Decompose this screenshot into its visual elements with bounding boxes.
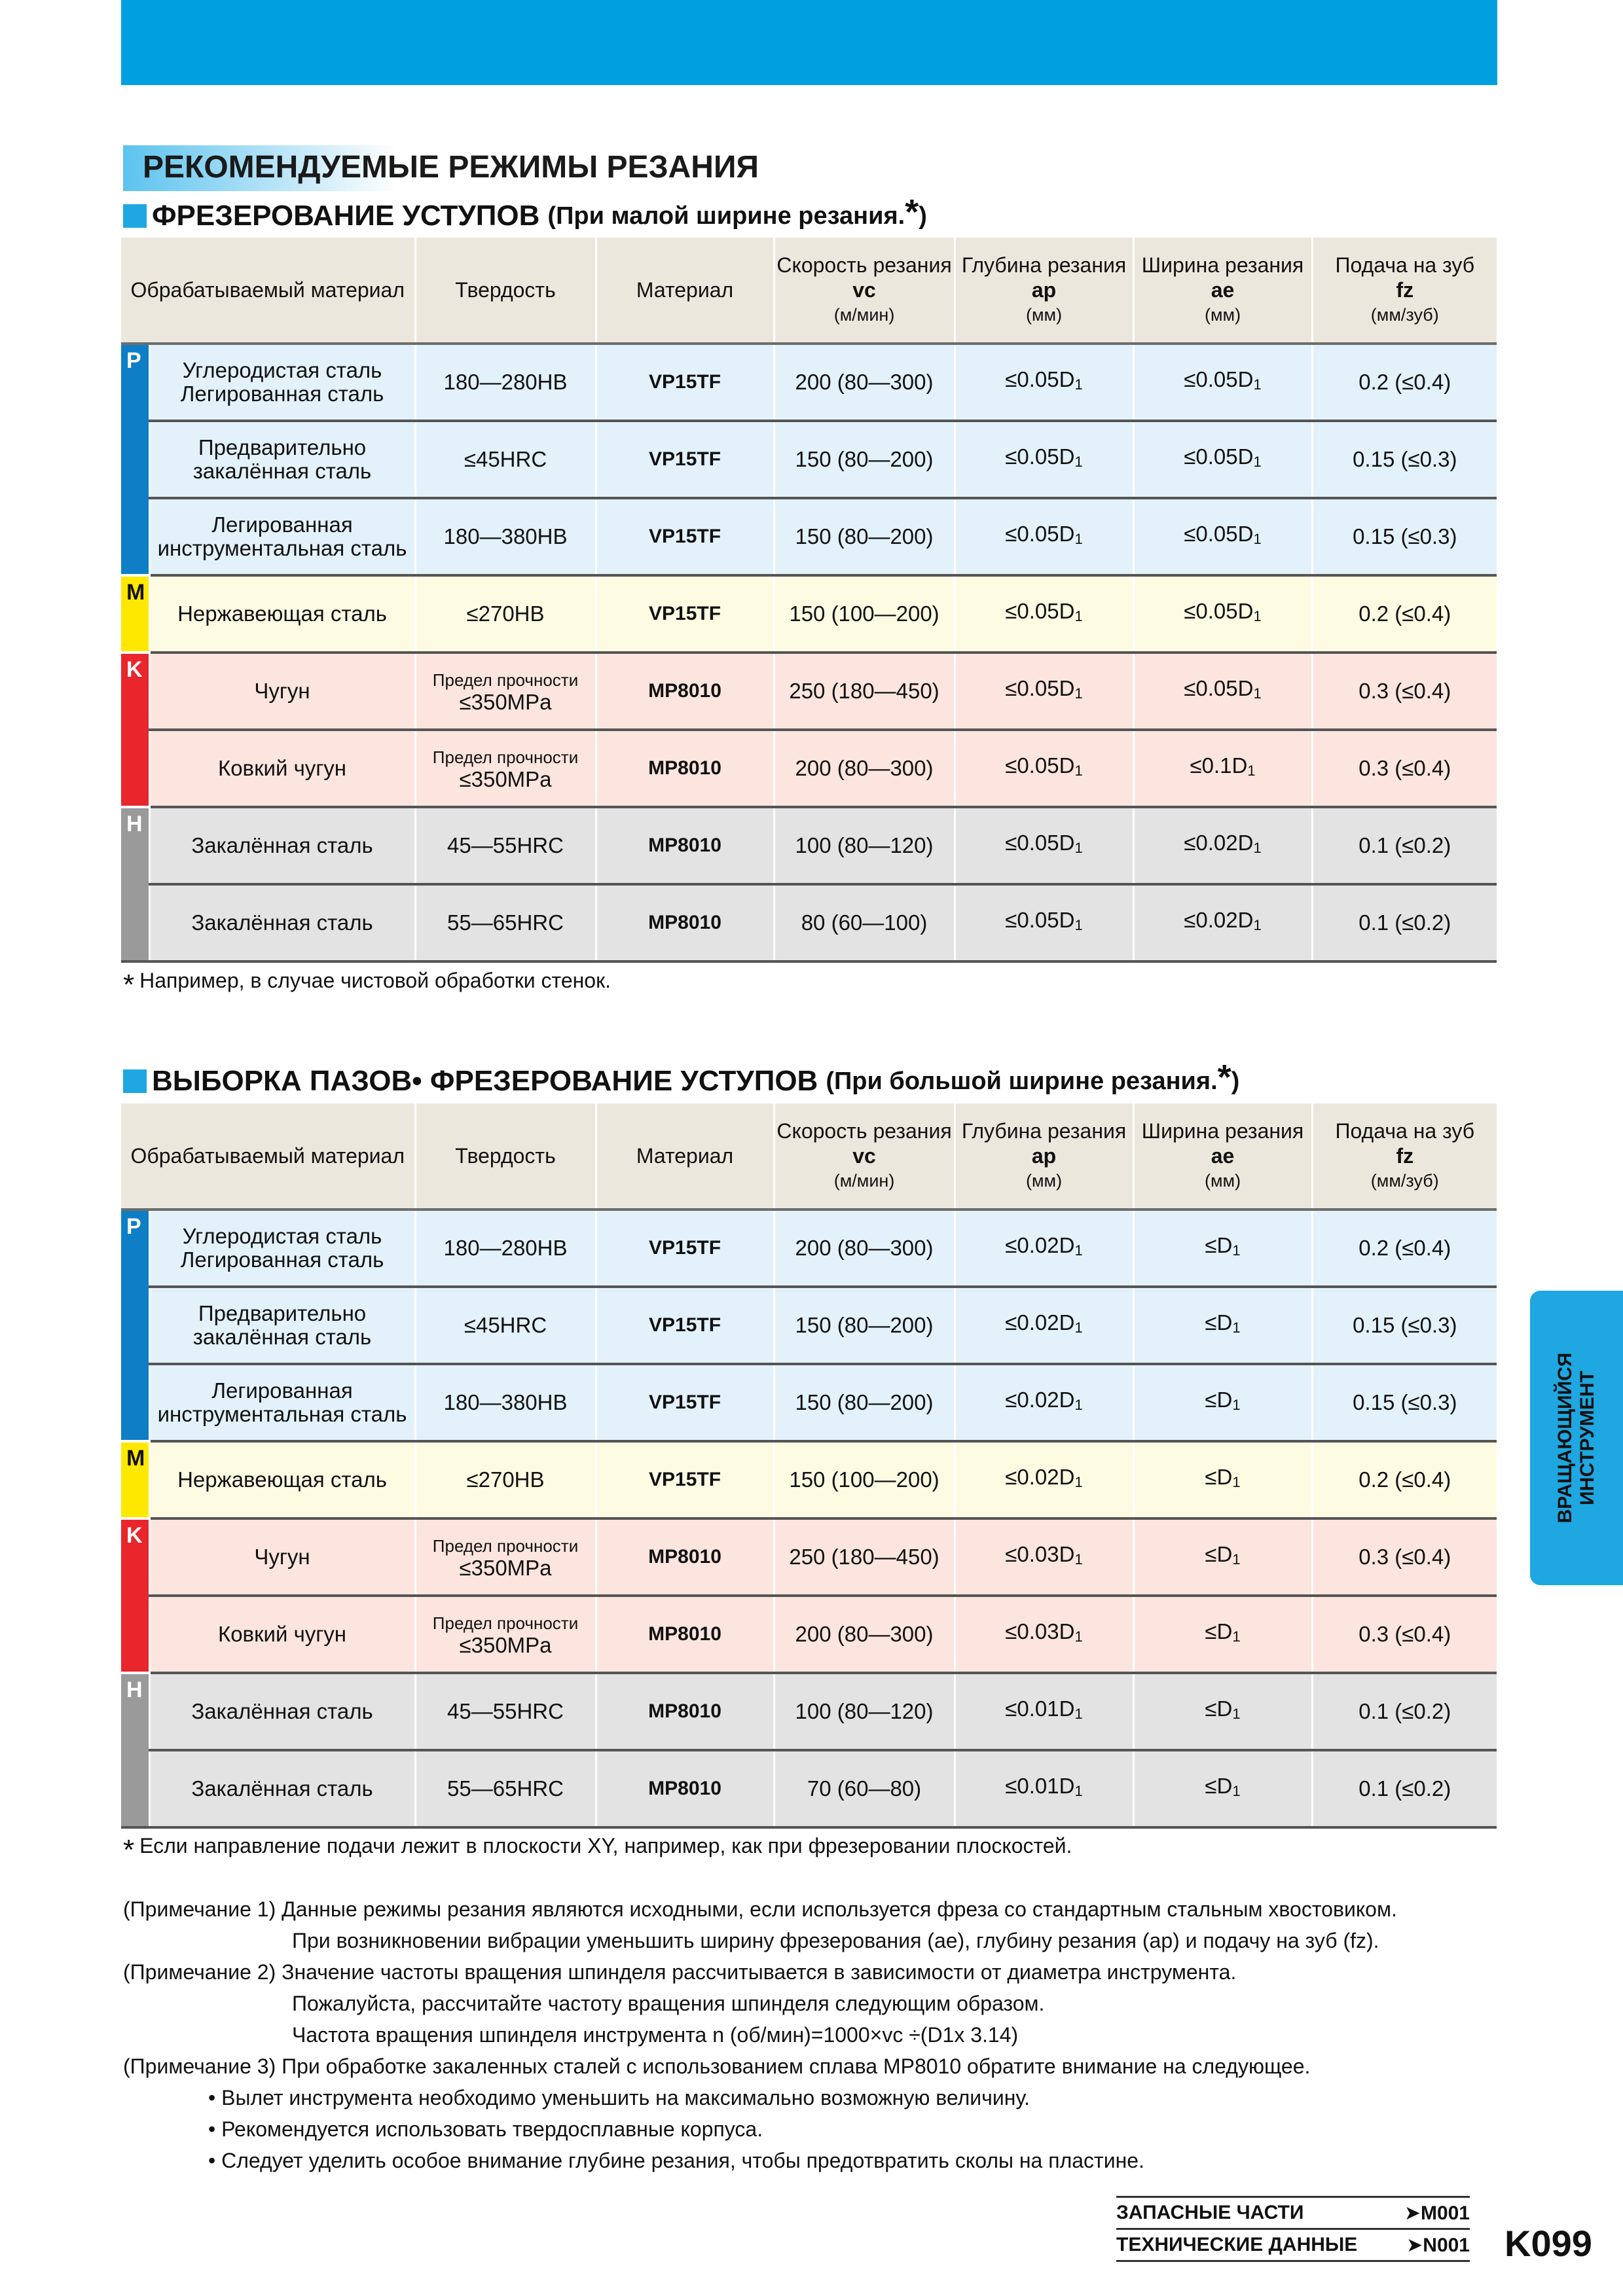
cell-fz: 0.1 (≤0.2) [1312, 884, 1497, 961]
cell-vc: 150 (80—200) [774, 1287, 955, 1364]
cell-hardness: 180—280HB [415, 1210, 596, 1287]
cell-ae: $\le D_1$ [1133, 1750, 1312, 1827]
cell-fz: 0.2 (≤0.4) [1312, 1210, 1497, 1287]
cell-vc: 200 (80—300) [774, 730, 955, 807]
cell-vc: 250 (180—450) [774, 1518, 955, 1596]
section2-title-text: ВЫБОРКА ПАЗОВ• ФРЕЗЕРОВАНИЕ УСТУПОВ [152, 1065, 818, 1097]
cell-vc: 70 (60—80) [774, 1750, 955, 1827]
cell-material: Предварительно закалённая сталь [149, 1287, 415, 1364]
cell-ap: $\le 0.03D_1$ [955, 1518, 1133, 1596]
cell-fz: 0.3 (≤0.4) [1312, 1596, 1497, 1673]
cell-vc: 150 (80—200) [774, 498, 955, 575]
cell-ap: $\le 0.02D_1$ [955, 1210, 1133, 1287]
cell-material: Закалённая сталь [149, 1750, 415, 1827]
table-row [121, 884, 1497, 961]
col-material-group: Обрабатываемый материал [121, 1103, 415, 1210]
cell-ae: $\le 0.05D_1$ [1133, 344, 1312, 421]
cell-ap: $\le 0.02D_1$ [955, 1364, 1133, 1441]
cell-vc: 80 (60—100) [774, 884, 955, 961]
cell-ap: $\le 0.01D_1$ [955, 1673, 1133, 1750]
section1-subtitle: (При малой ширине резания.*) [547, 192, 927, 232]
group-label-p: P [121, 344, 149, 575]
cell-hardness: 180—380HB [415, 498, 596, 575]
cell-fz: 0.1 (≤0.2) [1312, 1673, 1497, 1750]
note-3-bullet1: • Вылет инструмента необходимо уменьшить на максимально возможную величину. [208, 2086, 1030, 2109]
cell-vc: 150 (100—200) [774, 1441, 955, 1518]
section2-title [123, 1057, 1240, 1098]
cell-vc: 200 (80—300) [774, 1210, 955, 1287]
cell-ae: $\le D_1$ [1133, 1210, 1312, 1287]
top-color-bar [121, 0, 1497, 85]
table-row [121, 421, 1497, 498]
cell-ap: $\le 0.05D_1$ [955, 498, 1133, 575]
cell-ae: $\le 0.05D_1$ [1133, 421, 1312, 498]
group-label-k: K [121, 1518, 149, 1673]
cell-hardness: Предел прочности ≤350MPa [415, 1518, 596, 1596]
ref-technical-data[interactable]: ТЕХНИЧЕСКИЕ ДАННЫЕ ➤N001 [1116, 2228, 1470, 2262]
cell-ae: $\le 0.05D_1$ [1133, 653, 1312, 730]
section1-title-text: ФРЕЗЕРОВАНИЕ УСТУПОВ [152, 200, 540, 232]
cell-ap: $\le 0.01D_1$ [955, 1750, 1133, 1827]
cell-hardness: Предел прочности ≤350MPa [415, 1596, 596, 1673]
cell-material: Закалённая сталь [149, 807, 415, 884]
table-row [121, 1518, 1497, 1596]
cell-hardness: 55—65HRC [415, 884, 596, 961]
cell-material: Легированная инструментальная сталь [149, 498, 415, 575]
side-tab-line1: ВРАЩАЮЩИЙСЯ [1554, 1352, 1576, 1524]
cell-grade: MP8010 [596, 730, 774, 807]
cell-fz: 0.15 (≤0.3) [1312, 1364, 1497, 1441]
cell-vc: 200 (80—300) [774, 1596, 955, 1673]
cell-grade: MP8010 [596, 1673, 774, 1750]
cell-fz: 0.3 (≤0.4) [1312, 1518, 1497, 1596]
table-row [121, 498, 1497, 575]
cell-grade: VP15TF [596, 1364, 774, 1441]
ref-spare-parts[interactable]: ЗАПАСНЫЕ ЧАСТИ ➤M001 [1116, 2196, 1470, 2228]
cell-vc: 150 (80—200) [774, 1364, 955, 1441]
cell-material: Углеродистая сталь Легированная сталь [149, 1210, 415, 1287]
cell-vc: 100 (80—120) [774, 807, 955, 884]
reference-links [1116, 2196, 1470, 2262]
cell-fz: 0.3 (≤0.4) [1312, 653, 1497, 730]
note-2: (Примечание 2) Значение частоты вращения шпинделя рассчитывается в зависимости от диаметра инструмента. [123, 1960, 1237, 1984]
cell-hardness: ≤45HRC [415, 421, 596, 498]
cell-fz: 0.2 (≤0.4) [1312, 344, 1497, 421]
cell-grade: MP8010 [596, 807, 774, 884]
cell-grade: VP15TF [596, 1210, 774, 1287]
cell-fz: 0.15 (≤0.3) [1312, 498, 1497, 575]
cell-fz: 0.15 (≤0.3) [1312, 421, 1497, 498]
cell-material: Закалённая сталь [149, 1673, 415, 1750]
cell-ae: $\le D_1$ [1133, 1364, 1312, 1441]
cell-ae: $\le D_1$ [1133, 1287, 1312, 1364]
section2-footnote: * Если направление подачи лежит в плоскости XY, например, как при фрезеровании плоскостей. [123, 1834, 1072, 1866]
table-row [121, 344, 1497, 421]
table-row [121, 575, 1497, 653]
col-ae: Ширина резания ae (мм) [1133, 1103, 1312, 1210]
cell-grade: MP8010 [596, 1596, 774, 1673]
group-label-h: H [121, 1673, 149, 1827]
col-ae: Ширина резания ae (мм) [1133, 238, 1312, 344]
cell-ae: $\le D_1$ [1133, 1518, 1312, 1596]
cell-ae: $\le D_1$ [1133, 1441, 1312, 1518]
table-row [121, 730, 1497, 807]
col-fz: Подача на зуб fz (мм/зуб) [1312, 238, 1497, 344]
cell-hardness: 45—55HRC [415, 1673, 596, 1750]
cell-ap: $\le 0.05D_1$ [955, 730, 1133, 807]
cell-hardness: Предел прочности ≤350MPa [415, 653, 596, 730]
col-hardness: Твердость [415, 1103, 596, 1210]
cutting-table-1 [121, 238, 1497, 963]
col-hardness: Твердость [415, 238, 596, 344]
section-square-icon [123, 1069, 147, 1093]
cell-hardness: ≤45HRC [415, 1287, 596, 1364]
col-grade: Материал [596, 238, 774, 344]
cell-vc: 250 (180—450) [774, 653, 955, 730]
table-row [121, 1750, 1497, 1827]
group-label-m: M [121, 575, 149, 653]
cell-material: Углеродистая сталь Легированная сталь [149, 344, 415, 421]
cell-ae: $\le 0.05D_1$ [1133, 575, 1312, 653]
group-label-p: P [121, 1210, 149, 1441]
cell-fz: 0.15 (≤0.3) [1312, 1287, 1497, 1364]
cell-material: Чугун [149, 1518, 415, 1596]
cell-material: Нержавеющая сталь [149, 1441, 415, 1518]
page-title-banner [123, 145, 759, 191]
table-row [121, 1673, 1497, 1750]
page-number: K099 [1504, 2223, 1592, 2264]
cell-grade: VP15TF [596, 1441, 774, 1518]
cell-ap: $\le 0.02D_1$ [955, 1287, 1133, 1364]
cell-fz: 0.3 (≤0.4) [1312, 730, 1497, 807]
cell-ap: $\le 0.02D_1$ [955, 1441, 1133, 1518]
cell-ap: $\le 0.03D_1$ [955, 1596, 1133, 1673]
page-title: РЕКОМЕНДУЕМЫЕ РЕЖИМЫ РЕЗАНИЯ [143, 150, 759, 185]
table-row [121, 807, 1497, 884]
cell-ap: $\le 0.05D_1$ [955, 575, 1133, 653]
col-ap: Глубина резания ap (мм) [955, 238, 1133, 344]
note-1: (Примечание 1) Данные режимы резания являются исходными, если используется фреза со стандартным стальным хвостовиком. [123, 1897, 1397, 1921]
cell-ap: $\le 0.05D_1$ [955, 653, 1133, 730]
cell-grade: VP15TF [596, 575, 774, 653]
cell-hardness: Предел прочности ≤350MPa [415, 730, 596, 807]
table-row [121, 1364, 1497, 1441]
col-fz: Подача на зуб fz (мм/зуб) [1312, 1103, 1497, 1210]
table-row [121, 1441, 1497, 1518]
cell-hardness: 55—65HRC [415, 1750, 596, 1827]
group-label-m: M [121, 1441, 149, 1518]
cell-material: Чугун [149, 653, 415, 730]
cell-grade: MP8010 [596, 884, 774, 961]
cell-grade: VP15TF [596, 344, 774, 421]
table-row [121, 1287, 1497, 1364]
section-square-icon [123, 204, 147, 228]
note-1-line2: При возникновении вибрации уменьшить ширину фрезерования (ae), глубину резания (ap) и подачу на зуб (fz). [292, 1929, 1379, 1952]
cell-ap: $\le 0.05D_1$ [955, 421, 1133, 498]
cell-ap: $\le 0.05D_1$ [955, 807, 1133, 884]
section1-footnote: * Например, в случае чистовой обработки стенок. [123, 969, 611, 1001]
cell-material: Нержавеющая сталь [149, 575, 415, 653]
cell-ae: $\le 0.1D_1$ [1133, 730, 1312, 807]
cell-grade: VP15TF [596, 498, 774, 575]
cell-hardness: ≤270HB [415, 1441, 596, 1518]
group-label-k: K [121, 653, 149, 807]
section2-subtitle: (При большой ширине резания.*) [826, 1057, 1240, 1097]
cell-ae: $\le 0.05D_1$ [1133, 498, 1312, 575]
cell-material: Предварительно закалённая сталь [149, 421, 415, 498]
note-3-bullet3: • Следует уделить особое внимание глубине резания, чтобы предотвратить сколы на пластине. [208, 2149, 1144, 2172]
cutting-table-2 [121, 1103, 1497, 1829]
cell-material: Ковкий чугун [149, 730, 415, 807]
cell-vc: 200 (80—300) [774, 344, 955, 421]
table-row [121, 1210, 1497, 1287]
notes-block [123, 1893, 1397, 2176]
cell-fz: 0.1 (≤0.2) [1312, 1750, 1497, 1827]
cell-hardness: 45—55HRC [415, 807, 596, 884]
cell-fz: 0.1 (≤0.2) [1312, 807, 1497, 884]
cell-ae: $\le D_1$ [1133, 1673, 1312, 1750]
cell-vc: 150 (80—200) [774, 421, 955, 498]
cell-grade: VP15TF [596, 421, 774, 498]
cell-vc: 100 (80—120) [774, 1673, 955, 1750]
side-tab-line2: ИНСТРУМЕНТ [1577, 1371, 1598, 1505]
cell-material: Легированная инструментальная сталь [149, 1364, 415, 1441]
group-label-h: H [121, 807, 149, 961]
table-row [121, 1596, 1497, 1673]
cell-ap: $\le 0.05D_1$ [955, 884, 1133, 961]
cell-ae: $\le 0.02D_1$ [1133, 807, 1312, 884]
cell-ae: $\le D_1$ [1133, 1596, 1312, 1673]
cell-fz: 0.2 (≤0.4) [1312, 1441, 1497, 1518]
col-vc: Скорость резания vc (м/мин) [774, 1103, 955, 1210]
cell-vc: 150 (100—200) [774, 575, 955, 653]
cell-material: Ковкий чугун [149, 1596, 415, 1673]
cell-grade: VP15TF [596, 1287, 774, 1364]
col-vc: Скорость резания vc (м/мин) [774, 238, 955, 344]
col-grade: Материал [596, 1103, 774, 1210]
cell-ae: $\le 0.02D_1$ [1133, 884, 1312, 961]
cell-grade: MP8010 [596, 653, 774, 730]
cell-material: Закалённая сталь [149, 884, 415, 961]
note-2-line2: Пожалуйста, рассчитайте частоту вращения шпинделя следующим образом. [292, 1992, 1045, 2015]
cell-grade: MP8010 [596, 1750, 774, 1827]
cell-hardness: 180—380HB [415, 1364, 596, 1441]
table-row [121, 653, 1497, 730]
cell-fz: 0.2 (≤0.4) [1312, 575, 1497, 653]
section1-title [123, 192, 927, 232]
cell-hardness: ≤270HB [415, 575, 596, 653]
cell-ap: $\le 0.05D_1$ [955, 344, 1133, 421]
side-tab-rotating-tools[interactable] [1530, 1291, 1623, 1585]
note-2-line3: Частота вращения шпинделя инструмента n (об/мин)=1000×vc ÷(D1x 3.14) [292, 2023, 1019, 2047]
cell-grade: MP8010 [596, 1518, 774, 1596]
cell-hardness: 180—280HB [415, 344, 596, 421]
col-ap: Глубина резания ap (мм) [955, 1103, 1133, 1210]
col-material-group: Обрабатываемый материал [121, 238, 415, 344]
note-3: (Примечание 3) При обработке закаленных сталей с использованием сплава MP8010 обратите внимание на следующее. [123, 2054, 1311, 2078]
note-3-bullet2: • Рекомендуется использовать твердосплавные корпуса. [208, 2117, 763, 2141]
